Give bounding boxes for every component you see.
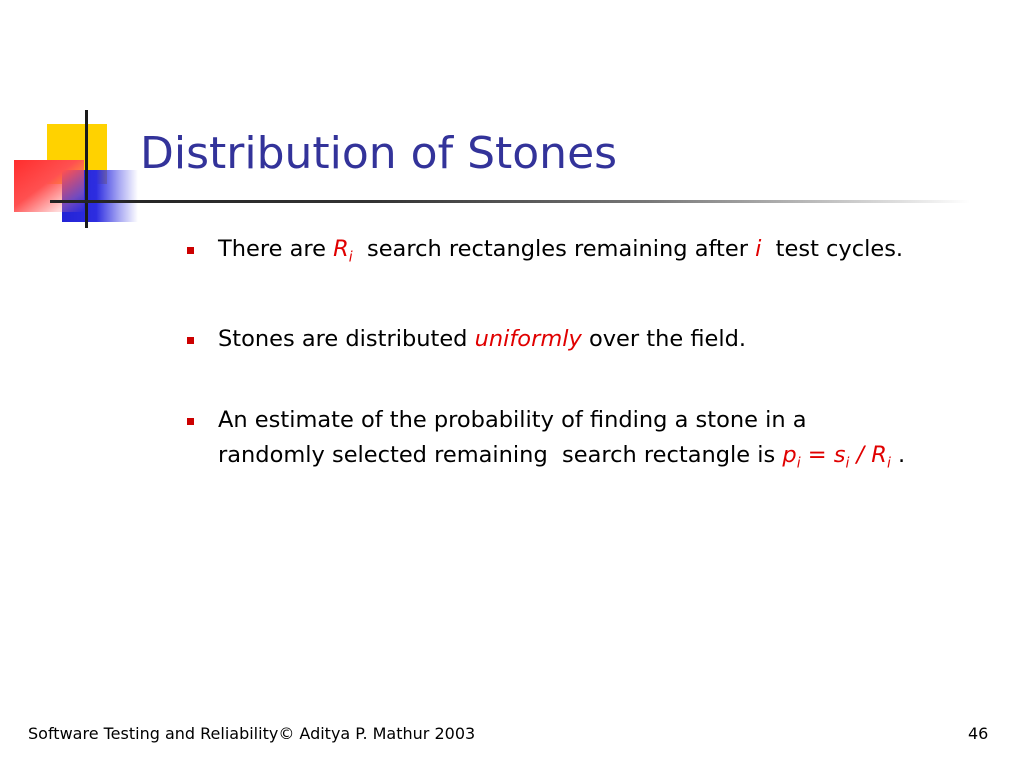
decor-red-square [14, 160, 84, 212]
formula-subscript: i [886, 455, 891, 471]
formula-r: R [871, 441, 887, 468]
formula-equals: = [800, 441, 834, 468]
formula-slash: / [849, 441, 872, 468]
bullet-text: There are [218, 236, 334, 262]
slide-title: Distribution of Stones [140, 128, 618, 179]
bullet-text: search rectangles remaining after [352, 236, 756, 262]
bullet-item [187, 232, 997, 276]
var-subscript: i [348, 249, 353, 266]
bullet-text: test cycles. [761, 236, 904, 262]
bullet-icon [187, 247, 194, 254]
copyright-icon: © [278, 724, 295, 743]
bullet-item [187, 403, 997, 482]
page-number: 46 [968, 724, 989, 743]
footer-credit [28, 724, 475, 743]
bullet-text: randomly selected remaining search rectangle is [218, 441, 783, 468]
variable-r [333, 236, 353, 266]
bullet-text: Stones are distributed [218, 325, 475, 352]
bullet-item [187, 322, 997, 357]
footer-course: Software Testing and Reliability [28, 724, 279, 743]
formula-subscript: i [845, 455, 850, 471]
formula-subscript: i [796, 455, 801, 471]
formula [782, 441, 891, 471]
formula-p: p [782, 441, 797, 468]
emphasis-text: uniformly [474, 325, 582, 352]
formula-s: s [833, 441, 846, 468]
variable-i: i [755, 236, 762, 262]
bullet-text: . [890, 441, 906, 468]
bullet-icon [187, 337, 194, 344]
bullet-icon [187, 418, 194, 425]
bullet-text: An estimate of the probability of finding a stone in a [218, 406, 807, 433]
footer-author: Aditya P. Mathur 2003 [294, 724, 476, 743]
decor-vertical-line [85, 110, 88, 228]
var-main: R [333, 236, 349, 262]
bullet-list [187, 232, 997, 527]
title-underline [50, 200, 970, 203]
bullet-text: over the field. [581, 325, 747, 352]
